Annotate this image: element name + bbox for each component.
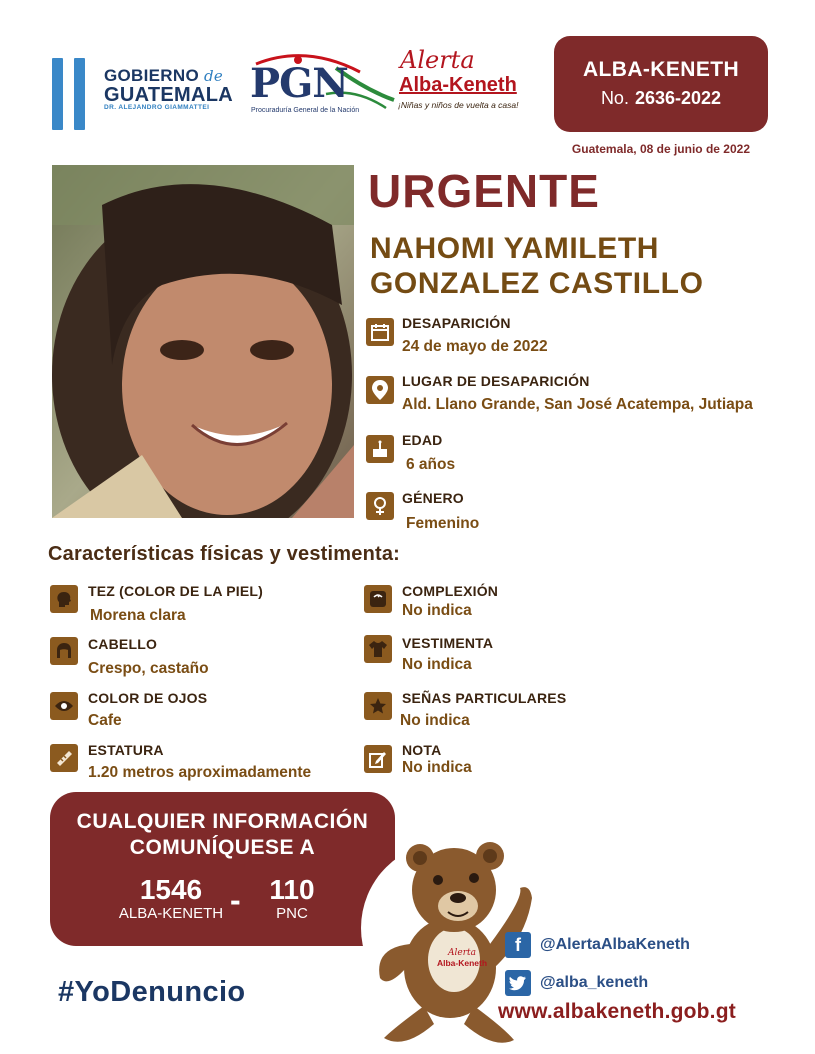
head-profile-icon	[50, 585, 78, 613]
contact-info-box	[50, 792, 395, 946]
mascot-badge-name: Alba-Keneth	[436, 958, 488, 968]
trait-value-marks: No indica	[400, 712, 470, 729]
trait-value-eyes: Cafe	[88, 712, 122, 729]
tshirt-icon	[364, 635, 392, 663]
case-number: No. 2636-2022	[600, 88, 722, 108]
phone-separator: -	[230, 882, 241, 918]
scale-icon	[364, 585, 392, 613]
detail-label-disappearance: DESAPARICIÓN	[402, 315, 511, 331]
trait-value-clothing: No indica	[402, 656, 472, 673]
phone-number-pnc[interactable]: 110	[269, 874, 315, 905]
alerta-logo-slogan: ¡Niñas y niños de vuelta a casa!	[398, 100, 519, 110]
trait-label-skin: TEZ (COLOR DE LA PIEL)	[88, 583, 263, 599]
trait-value-note: No indica	[402, 759, 472, 776]
publication-date: Guatemala, 08 de junio de 2022	[571, 142, 750, 156]
gobierno-logo-bars	[52, 58, 96, 130]
gobierno-logo-line3: DR. ALEJANDRO GIAMMATTEI	[104, 104, 210, 111]
ruler-icon	[50, 744, 78, 772]
detail-value-location: Ald. Llano Grande, San José Acatempa, Jutiapa	[402, 396, 753, 413]
detail-label-gender: GÉNERO	[402, 490, 464, 506]
trait-value-build: No indica	[402, 602, 472, 619]
birthday-cake-icon	[366, 435, 394, 463]
contact-heading-line1: CUALQUIER INFORMACIÓN	[76, 810, 369, 833]
mascot-badge-word: Alerta	[448, 948, 476, 958]
pgn-logo-subtitle: Procuraduría General de la Nación	[251, 107, 360, 114]
hair-icon	[50, 637, 78, 665]
detail-label-age: EDAD	[402, 432, 443, 448]
contact-heading-line2: COMUNÍQUESE A	[129, 836, 316, 859]
phone-label-alba-keneth: ALBA-KENETH	[118, 905, 224, 922]
phone-number-alba-keneth[interactable]: 1546	[139, 874, 203, 905]
trait-label-height: ESTATURA	[88, 742, 164, 758]
twitter-icon[interactable]	[505, 970, 531, 996]
facebook-handle[interactable]: @AlertaAlbaKeneth	[540, 936, 690, 953]
hashtag: #YoDenuncio	[58, 976, 246, 1008]
website-link[interactable]: www.albakeneth.gob.gt	[498, 1000, 736, 1023]
gobierno-logo-line1: GOBIERNO de	[104, 66, 224, 85]
note-pencil-icon	[364, 745, 392, 773]
eye-icon	[50, 692, 78, 720]
detail-value-gender: Femenino	[406, 515, 480, 532]
trait-label-clothing: VESTIMENTA	[402, 635, 494, 651]
trait-label-build: COMPLEXIÓN	[402, 583, 499, 599]
twitter-handle[interactable]: @alba_keneth	[540, 974, 649, 991]
gobierno-logo-line2: GUATEMALA	[104, 84, 233, 106]
pgn-logo-text: PGN	[250, 60, 348, 107]
star-icon	[364, 692, 392, 720]
detail-value-age: 6 años	[406, 456, 456, 473]
detail-value-disappearance: 24 de mayo de 2022	[402, 338, 548, 355]
alerta-logo-name: Alba-Keneth	[399, 74, 517, 96]
missing-person-name-line2: GONZALEZ CASTILLO	[370, 267, 704, 300]
trait-value-hair: Crespo, castaño	[88, 660, 209, 677]
trait-value-skin: Morena clara	[90, 607, 186, 624]
missing-person-name-line1: NAHOMI YAMILETH	[370, 232, 660, 265]
urgent-heading: URGENTE	[368, 165, 600, 217]
gender-icon	[366, 492, 394, 520]
characteristics-heading: Características físicas y vestimenta:	[48, 543, 401, 565]
facebook-icon[interactable]: f	[505, 932, 531, 958]
case-number-badge	[554, 36, 768, 132]
trait-value-height: 1.20 metros aproximadamente	[88, 764, 312, 781]
trait-label-marks: SEÑAS PARTICULARES	[402, 690, 567, 706]
case-title: ALBA-KENETH	[582, 58, 740, 81]
trait-label-note: NOTA	[402, 742, 442, 758]
location-pin-icon	[366, 376, 394, 404]
phone-label-pnc: PNC	[276, 905, 308, 922]
calendar-icon	[366, 318, 394, 346]
missing-child-photo	[52, 165, 354, 518]
alerta-logo-word: Alerta	[400, 46, 475, 74]
detail-label-location: LUGAR DE DESAPARICIÓN	[402, 373, 590, 389]
trait-label-eyes: COLOR DE OJOS	[88, 690, 208, 706]
trait-label-hair: CABELLO	[88, 636, 158, 652]
